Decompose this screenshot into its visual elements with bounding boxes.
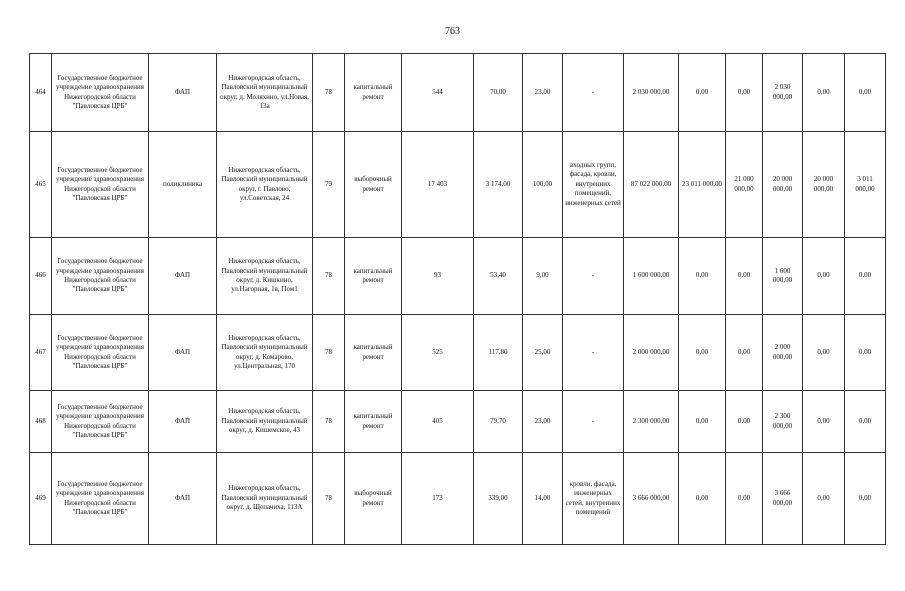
volume-cell: 117,80 xyxy=(474,315,523,391)
organization-name-cell: Государственное бюджетное учреждение здравоохранения Нижегородской области "Павловская ЦРБ" xyxy=(52,54,149,132)
cost-year-5-cell: 0,00 xyxy=(845,453,886,545)
works-description-cell: - xyxy=(563,238,624,315)
cost-year-3-cell: 2 030 000,00 xyxy=(763,54,803,132)
repair-type-cell: капитальный ремонт xyxy=(345,391,402,453)
repair-type-cell: выборочный ремонт xyxy=(345,453,402,545)
wear-percent-cell: 23,00 xyxy=(523,391,563,453)
facility-address-cell: Нижегородская область, Павловский муниципальный округ, д. Комарово, ул.Центральная, 170 xyxy=(217,315,313,391)
cost-year-4-cell: 0,00 xyxy=(803,315,845,391)
facility-type-cell: ФАП xyxy=(149,315,217,391)
cost-year-2-cell: 0,00 xyxy=(726,453,763,545)
repair-type-cell: капитальный ремонт xyxy=(345,315,402,391)
area-cell: 173 xyxy=(402,453,474,545)
table-row xyxy=(30,132,886,238)
row-number-cell: 468 xyxy=(30,391,52,453)
cost-year-4-cell: 0,00 xyxy=(803,54,845,132)
cost-year-2-cell: 0,00 xyxy=(726,391,763,453)
code-cell: 78 xyxy=(313,238,345,315)
code-cell: 79 xyxy=(313,132,345,238)
total-cost-cell: 3 666 000,00 xyxy=(624,453,679,545)
code-cell: 78 xyxy=(313,315,345,391)
cost-year-2-cell: 0,00 xyxy=(726,54,763,132)
row-number-cell: 465 xyxy=(30,132,52,238)
registry-table xyxy=(29,53,886,545)
facility-type-cell: поликлиника xyxy=(149,132,217,238)
cost-year-2-cell: 0,00 xyxy=(726,315,763,391)
cost-year-5-cell: 3 011 000,00 xyxy=(845,132,886,238)
cost-year-5-cell: 0,00 xyxy=(845,315,886,391)
table-row xyxy=(30,315,886,391)
table-body xyxy=(30,54,886,545)
area-cell: 93 xyxy=(402,238,474,315)
organization-name-cell: Государственное бюджетное учреждение здравоохранения Нижегородской области "Павловская ЦРБ" xyxy=(52,238,149,315)
row-number-cell: 469 xyxy=(30,453,52,545)
works-description-cell: - xyxy=(563,315,624,391)
cost-year-3-cell: 2 000 000,00 xyxy=(763,315,803,391)
cost-year-3-cell: 2 300 000,00 xyxy=(763,391,803,453)
cost-year-1-cell: 0,00 xyxy=(679,453,726,545)
cost-year-4-cell: 20 000 000,00 xyxy=(803,132,845,238)
cost-year-5-cell: 0,00 xyxy=(845,54,886,132)
code-cell: 78 xyxy=(313,54,345,132)
facility-type-cell: ФАП xyxy=(149,391,217,453)
cost-year-3-cell: 3 666 000,00 xyxy=(763,453,803,545)
cost-year-3-cell: 20 000 000,00 xyxy=(763,132,803,238)
volume-cell: 339,00 xyxy=(474,453,523,545)
facility-address-cell: Нижегородская область, Павловский муниципальный округ, д. Кишемское, 43 xyxy=(217,391,313,453)
cost-year-1-cell: 23 011 000,00 xyxy=(679,132,726,238)
volume-cell: 79,70 xyxy=(474,391,523,453)
code-cell: 78 xyxy=(313,391,345,453)
facility-address-cell: Нижегородская область, Павловский муниципальный округ, д. Щепачиха, 113А xyxy=(217,453,313,545)
total-cost-cell: 1 600 000,00 xyxy=(624,238,679,315)
wear-percent-cell: 25,00 xyxy=(523,315,563,391)
organization-name-cell: Государственное бюджетное учреждение здравоохранения Нижегородской области "Павловская ЦРБ" xyxy=(52,391,149,453)
row-number-cell: 466 xyxy=(30,238,52,315)
row-number-cell: 467 xyxy=(30,315,52,391)
cost-year-4-cell: 0,00 xyxy=(803,453,845,545)
cost-year-2-cell: 0,00 xyxy=(726,238,763,315)
code-cell: 78 xyxy=(313,453,345,545)
total-cost-cell: 2 030 000,00 xyxy=(624,54,679,132)
total-cost-cell: 87 022 000,00 xyxy=(624,132,679,238)
facility-type-cell: ФАП xyxy=(149,238,217,315)
cost-year-5-cell: 0,00 xyxy=(845,391,886,453)
facility-type-cell: ФАП xyxy=(149,453,217,545)
repair-type-cell: выборочный ремонт xyxy=(345,132,402,238)
total-cost-cell: 2 000 000,00 xyxy=(624,315,679,391)
area-cell: 544 xyxy=(402,54,474,132)
facility-address-cell: Нижегородская область, Павловский муниципальный округ, г. Павлово, ул.Советская, 24 xyxy=(217,132,313,238)
organization-name-cell: Государственное бюджетное учреждение здравоохранения Нижегородской области "Павловская ЦРБ" xyxy=(52,315,149,391)
volume-cell: 70,00 xyxy=(474,54,523,132)
repair-type-cell: капитальный ремонт xyxy=(345,54,402,132)
repair-type-cell: капитальный ремонт xyxy=(345,238,402,315)
wear-percent-cell: 100,00 xyxy=(523,132,563,238)
works-description-cell: - xyxy=(563,54,624,132)
page-number: 763 xyxy=(445,26,460,37)
organization-name-cell: Государственное бюджетное учреждение здравоохранения Нижегородской области "Павловская ЦРБ" xyxy=(52,132,149,238)
area-cell: 525 xyxy=(402,315,474,391)
table-row xyxy=(30,391,886,453)
table-row xyxy=(30,238,886,315)
area-cell: 17 403 xyxy=(402,132,474,238)
cost-year-1-cell: 0,00 xyxy=(679,54,726,132)
area-cell: 405 xyxy=(402,391,474,453)
cost-year-1-cell: 0,00 xyxy=(679,391,726,453)
cost-year-1-cell: 0,00 xyxy=(679,315,726,391)
facility-address-cell: Нижегородская область, Павловский муниципальный округ, д. Кишкино, ул.Нагорная, 1в, Пом1 xyxy=(217,238,313,315)
cost-year-4-cell: 0,00 xyxy=(803,391,845,453)
facility-address-cell: Нижегородская область, Павловский муниципальный округ, д. Моляхино, ул.Новая, 13а xyxy=(217,54,313,132)
cost-year-5-cell: 0,00 xyxy=(845,238,886,315)
volume-cell: 53,40 xyxy=(474,238,523,315)
works-description-cell: - xyxy=(563,391,624,453)
works-description-cell: кровли, фасада, инженерных сетей, внутренних помещений xyxy=(563,453,624,545)
works-description-cell: входных групп, фасада, кровли, внутренних помещений, инженерных сетей xyxy=(563,132,624,238)
table-row xyxy=(30,54,886,132)
organization-name-cell: Государственное бюджетное учреждение здравоохранения Нижегородской области "Павловская ЦРБ" xyxy=(52,453,149,545)
wear-percent-cell: 9,00 xyxy=(523,238,563,315)
cost-year-4-cell: 0,00 xyxy=(803,238,845,315)
row-number-cell: 464 xyxy=(30,54,52,132)
volume-cell: 3 174,00 xyxy=(474,132,523,238)
wear-percent-cell: 23,00 xyxy=(523,54,563,132)
cost-year-1-cell: 0,00 xyxy=(679,238,726,315)
cost-year-3-cell: 1 600 000,00 xyxy=(763,238,803,315)
total-cost-cell: 2 300 000,00 xyxy=(624,391,679,453)
facility-type-cell: ФАП xyxy=(149,54,217,132)
cost-year-2-cell: 21 000 000,00 xyxy=(726,132,763,238)
table-row xyxy=(30,453,886,545)
wear-percent-cell: 14,00 xyxy=(523,453,563,545)
